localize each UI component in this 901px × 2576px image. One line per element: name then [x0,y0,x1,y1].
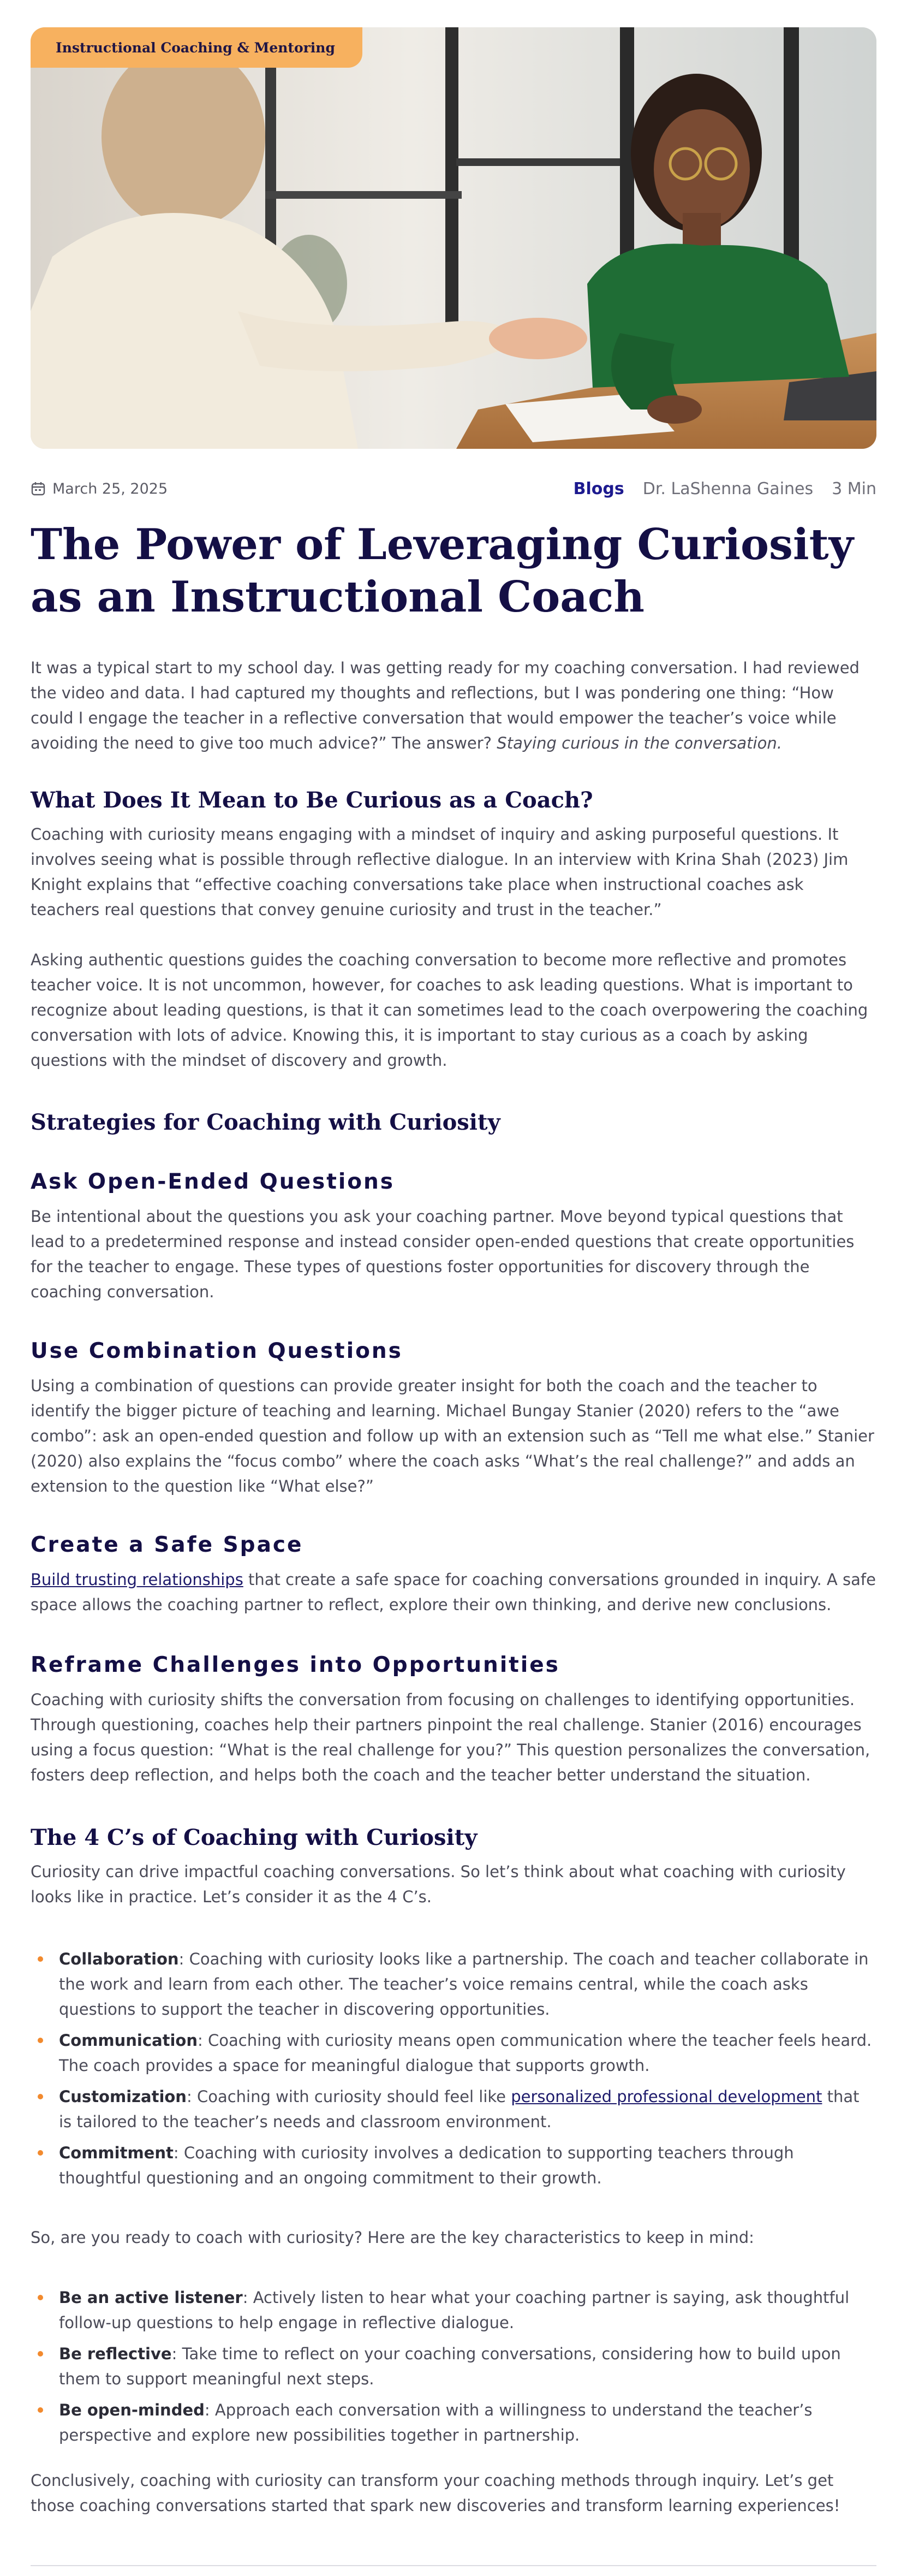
paragraph-four-cs: Curiosity can drive impactful coaching conversations. So let’s think about what coaching with curiosity looks like in practice. Let’s consider it as the 4 C’s. [31,1862,846,1906]
intro-paragraph [31,655,876,756]
term-communication: Communication [59,2031,198,2050]
section-heading-four-cs: The 4 C’s of Coaching with Curiosity [31,1825,478,1850]
paragraph-conclusion: Conclusively, coaching with curiosity can transform your coaching methods through inquiry. Let’s get those coaching conversations started that spark new discoveries and transform learning experiences! [31,2471,840,2515]
traits-list [31,2285,876,2454]
author-name: Dr. LaShenna Gaines [642,479,814,498]
calendar-icon [31,481,46,496]
read-time: 3 Min [832,479,876,498]
trusting-relationships-link[interactable]: Build trusting relationships [31,1570,243,1589]
list-item-reflective [31,2341,876,2391]
section-heading-strategies: Strategies for Coaching with Curiosity [31,1109,500,1135]
subheading-combination: Use Combination Questions [31,1339,403,1363]
intro-text: It was a typical start to my school day. I was getting ready for my coaching conversation. I had reviewed the video and data. I had captured my thoughts and reflections, but I was pondering one thing: “How could I engage the teacher in a reflective conversation that would empower the teacher’s voice while avoiding the need to give too much advice?” The answer? [31,658,860,752]
term-open-minded: Be open-minded [59,2401,205,2419]
list-item-collaboration [31,1946,876,2022]
text-customization-after: that is tailored to the teacher’s needs and classroom environment. [59,2087,860,2131]
category-badge[interactable]: Instructional Coaching & Mentoring [31,27,362,68]
hero-photo-illustration [31,27,876,449]
footer-divider [31,2565,876,2566]
list-item-open-minded [31,2397,876,2448]
personalized-pd-link[interactable]: personalized professional development [511,2087,822,2106]
paragraph-safe-space [31,1567,876,1617]
meta-right [574,479,876,498]
category-link[interactable]: Blogs [573,479,624,498]
text-collaboration: : Coaching with curiosity looks like a partnership. The coach and teacher collaborate in the work and learn from each other. The teacher’s voice remains central, while the coach asks questions to support the teacher in discovering opportunities. [59,1950,869,2019]
term-reflective: Be reflective [59,2344,172,2363]
list-item-communication [31,2028,876,2078]
safe-space-text: that create a safe space for coaching conversations grounded in inquiry. A safe space allows the coaching partner to reflect, explore their own thinking, and derive new conclusions. [31,1570,876,1614]
paragraph-combination: Using a combination of questions can provide greater insight for both the coach and the teacher to identify the bigger picture of teaching and learning. Michael Bungay Stanier (2020) refers to the “awe combo”: ask an open-ended question and follow up with an extension such as “Tell me what else.” Stanier (2020) also explains the “focus combo” where the coach asks “What’s the real challenge?” and adds an extension to the question like “What else?” [31,1376,874,1495]
paragraph-reframe: Coaching with curiosity shifts the conversation from focusing on challenges to identifying opportunities. Through questioning, coaches help their partners pinpoint the real challenge. Stanier (2016) encourages using a focus question: “What is the real challenge for you?” This question personalizes the conversation, fosters deep reflection, and helps both the coach and the teacher better understand the situation. [31,1690,870,1784]
text-customization-before: : Coaching with curiosity should feel like [186,2087,511,2106]
term-customization: Customization [59,2087,187,2106]
text-active-listener: : Actively listen to hear what your coaching partner is saying, ask thoughtful follow-up questions to help engage in reflective dialogue. [59,2288,850,2332]
paragraph-curious-1: Coaching with curiosity means engaging with a mindset of inquiry and asking purposeful questions. It involves seeing what is possible through reflective dialogue. In an interview with Krina Shah (2023) Jim Knight explains that “effective coaching conversations take place when instructional coaches ask teachers real questions that convey genuine curiosity and trust in the teacher.” [31,825,849,919]
intro-emphasis: Staying curious in the conversation. [497,734,782,752]
list-item-active-listener [31,2285,876,2335]
subheading-reframe: Reframe Challenges into Opportunities [31,1653,560,1677]
publish-date [31,480,168,497]
page-title: The Power of Leveraging Curiosity as an Instructional Coach [31,520,854,622]
date-text: March 25, 2025 [52,480,168,497]
list-item-commitment [31,2140,876,2191]
hero-image [31,27,876,449]
four-cs-list [31,1946,876,2197]
paragraph-ready: So, are you ready to coach with curiosity? Here are the key characteristics to keep in mind: [31,2228,754,2247]
paragraph-open-ended: Be intentional about the questions you ask your coaching partner. Move beyond typical questions that lead to a predetermined response and instead consider open-ended questions that create opportunities for the teacher to engage. These types of questions foster opportunities for discovery through the coaching conversation. [31,1207,855,1301]
section-heading-curious: What Does It Mean to Be Curious as a Coach? [31,787,593,813]
term-active-listener: Be an active listener [59,2288,243,2307]
subheading-safe-space: Create a Safe Space [31,1533,303,1557]
text-reflective: : Take time to reflect on your coaching conversations, considering how to build upon them to support meaningful next steps. [59,2344,841,2388]
paragraph-curious-2: Asking authentic questions guides the coaching conversation to become more reflective and promotes teacher voice. It is not uncommon, however, for coaches to ask leading questions. What is important to recognize about leading questions, is that it can sometimes lead to the coach overpowering the coaching conversation with lots of advice. Knowing this, it is important to stay curious as a coach by asking questions with the mindset of discovery and growth. [31,951,868,1070]
text-open-minded: : Approach each conversation with a willingness to understand the teacher’s perspective and explore new possibilities together in partnership. [59,2401,813,2444]
list-item-customization [31,2084,876,2134]
article-meta [31,477,876,500]
term-commitment: Commitment [59,2144,174,2162]
term-collaboration: Collaboration [59,1950,179,1968]
subheading-open-ended: Ask Open-Ended Questions [31,1170,395,1194]
text-commitment: : Coaching with curiosity involves a dedication to supporting teachers through thoughtful questioning and an ongoing commitment to their growth. [59,2144,794,2187]
text-communication: : Coaching with curiosity means open communication where the teacher feels heard. The coach provides a space for meaningful dialogue that supports growth. [59,2031,872,2075]
